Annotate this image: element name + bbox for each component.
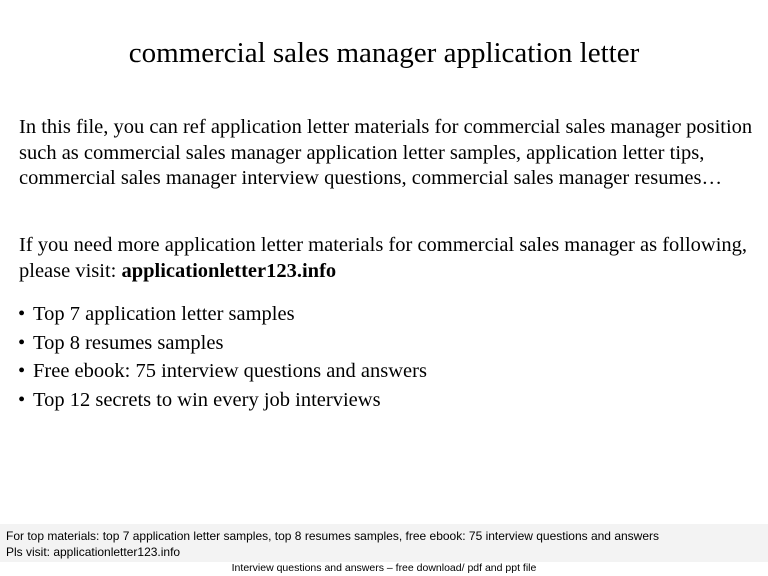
bullet-icon: • (18, 303, 26, 325)
list-item-label: Top 8 resumes samples (33, 331, 224, 354)
footer-line-materials: For top materials: top 7 application letter samples, top 8 resumes samples, free ebook: 75 interview questions and answers (6, 529, 659, 543)
bullet-icon: • (18, 388, 26, 411)
visit-paragraph (19, 233, 754, 284)
visit-text: If you need more application letter materials for commercial sales manager as following, please visit: (19, 234, 748, 282)
page-title: commercial sales manager application letter (128, 37, 640, 69)
bullet-list (18, 300, 753, 414)
bullet-icon: • (18, 360, 26, 382)
list-item-label: Free ebook: 75 interview questions and answers (33, 360, 427, 382)
bullet-icon: • (18, 331, 26, 354)
footer-bar (0, 524, 768, 562)
footer-line-visit[interactable]: Pls visit: applicationletter123.info (6, 545, 181, 559)
intro-paragraph: In this file, you can ref application letter materials for commercial sales manager position such as commercial sales manager application letter samples, application letter tips, commercial sales manager interview questions, commercial sales manager resumes… (19, 116, 753, 189)
list-item (18, 300, 753, 329)
list-item (18, 386, 753, 415)
list-item-label: Top 7 application letter samples (33, 303, 295, 325)
site-link[interactable]: applicationletter123.info (121, 259, 337, 282)
list-item (18, 357, 753, 386)
list-item (18, 329, 753, 358)
bottom-note: Interview questions and answers – free download/ pdf and ppt file (231, 562, 537, 574)
list-item-label: Top 12 secrets to win every job interviews (33, 388, 381, 411)
